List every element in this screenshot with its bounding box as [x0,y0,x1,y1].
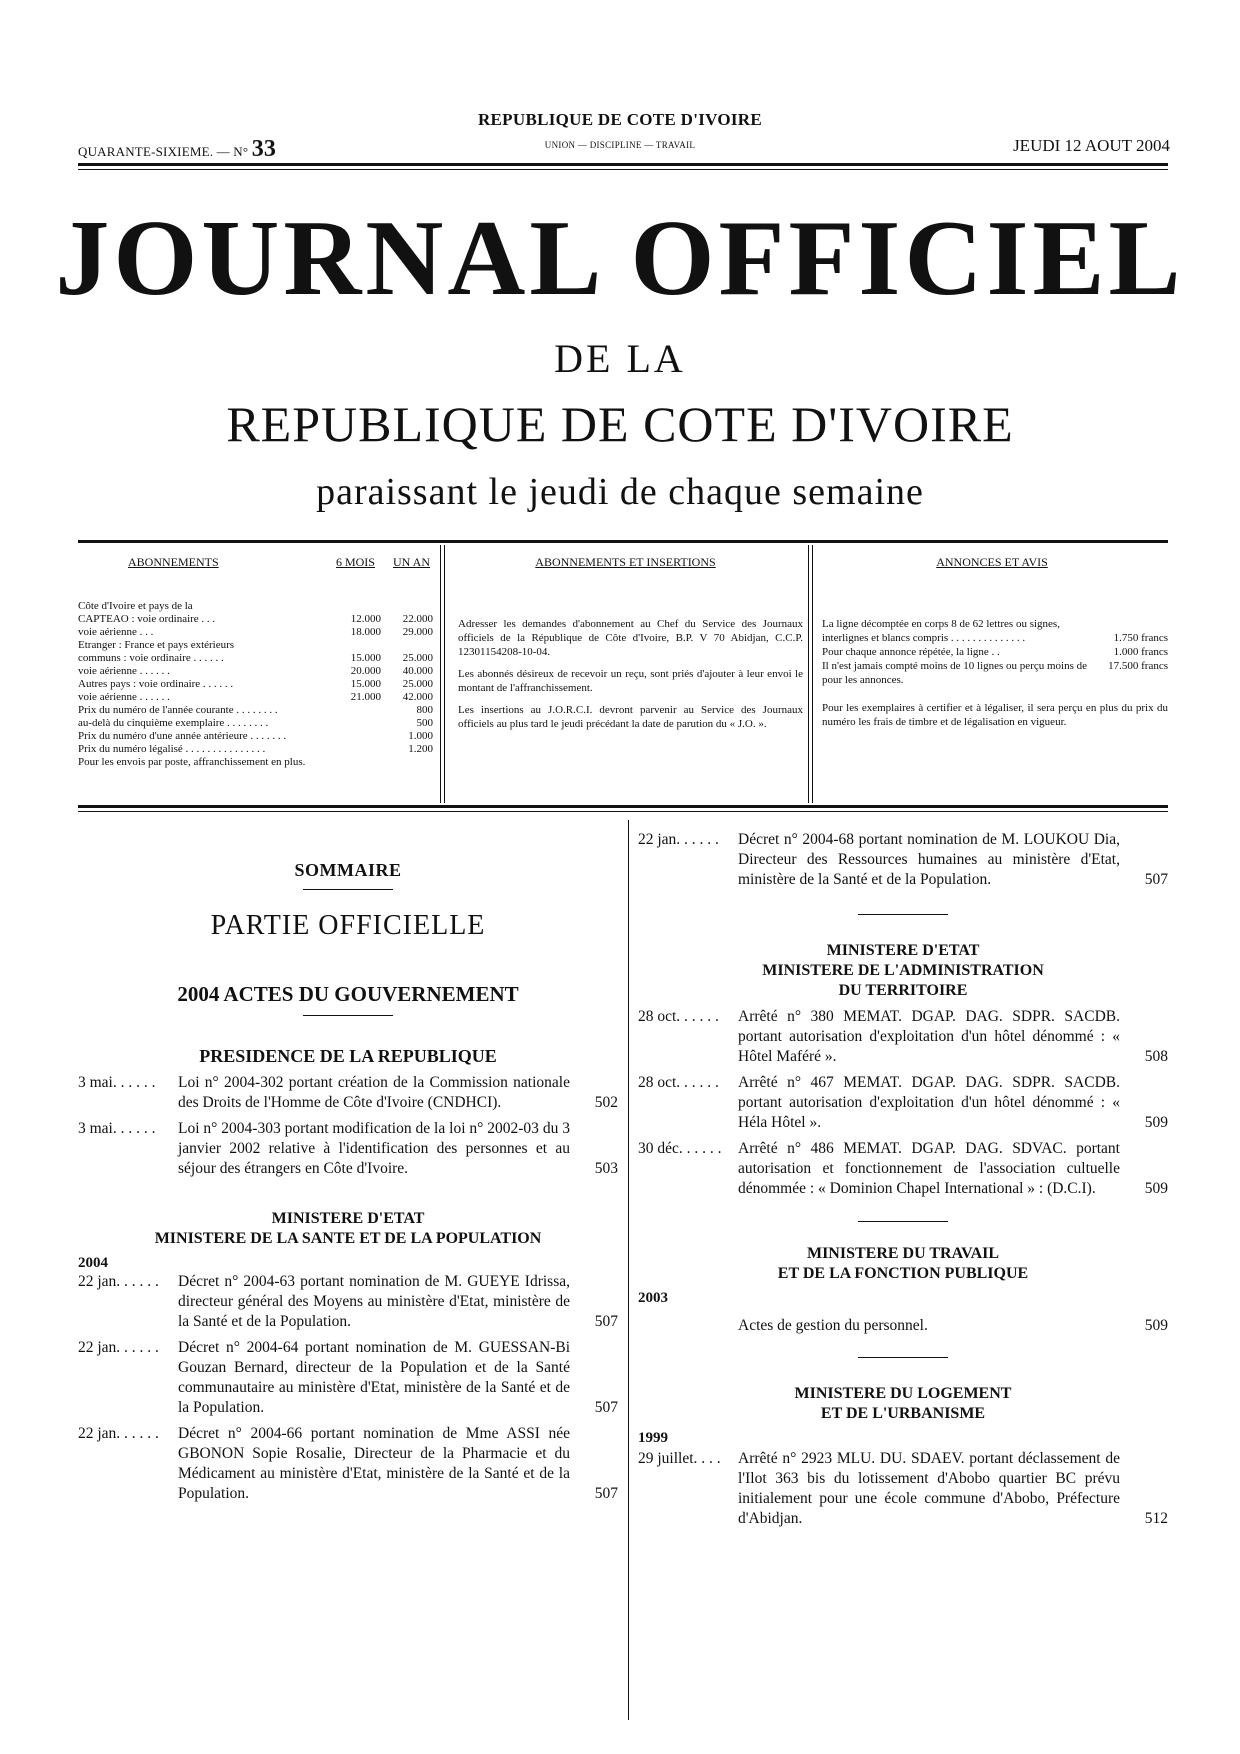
box-divider-2b [812,545,813,803]
abonnement-six-mois [329,756,381,769]
abonnement-row [78,717,433,730]
abonnement-label: communs : voie ordinaire . . . . . . [78,652,224,664]
abonnement-un-an: 40.000 [402,665,433,677]
header-rule-thin [78,169,1168,170]
abonnement-label: voie aérienne . . . . . . [78,665,170,677]
header-motto: UNION — DISCIPLINE — TRAVAIL [544,140,696,150]
insertions-deadline: Les insertions au J.O.R.C.I. devront parvenir au Service des Journaux officiels au plus tard le jeudi précédant la date de parution du « J.O. ». [458,704,803,730]
abonnement-six-mois [329,704,381,717]
abonnement-label: Pour les envois par poste, affranchissement en plus. [78,756,306,768]
section-rule [858,1221,948,1222]
ministry-heading-logement: MINISTERE DU LOGEMENT ET DE L'URBANISME [794,1385,1012,1422]
abonnement-row [78,678,433,691]
year-label: 1999 [638,1430,668,1446]
six-mois-header: 6 MOIS [335,555,375,569]
section-rule [858,1357,948,1358]
toc-entry[interactable]: 22 jan. . . . . . Décret n° 2004-66 portant nomination de Mme ASSI née GBONON Sopie Rosalie, Directeur de la Pharmacie et du Médicament au ministère d'Etat, ministère de la Santé et de la Population. 507 [78,1425,618,1502]
abonnement-row [78,743,433,756]
abonnement-un-an: 800 [416,704,433,716]
abonnement-label: Prix du numéro légalisé . . . . . . . . . . . . . . . [78,743,266,755]
abonnement-six-mois [329,600,381,613]
abonnement-label: voie aérienne . . . . . . [78,691,170,703]
abonnement-six-mois: 15.000 [350,652,381,664]
abonnement-six-mois [329,717,381,730]
column-separator [628,820,629,1720]
insertions-address: Adresser les demandes d'abonnement au Chef du Service des Journaux officiels de la République de Côte d'Ivoire, B.P. V 70 Abidjan, C.C.P. 12301154208-10-04. [458,618,803,658]
abonnements-column [78,545,438,769]
sommaire-rule [303,889,393,890]
abonnement-un-an [381,756,433,769]
box-bottom-rule-thin [78,811,1168,812]
annonces-legalisation: Pour les exemplaires à certifier et à légaliser, il sera perçu en plus du prix du numéro les frais de timbre et de légalisation en vigueur. [822,702,1168,728]
box-bottom-rule [78,805,1168,808]
abonnement-un-an: 500 [416,717,433,729]
abonnement-un-an [381,600,433,613]
toc-entry[interactable]: 28 oct. . . . . . Arrêté n° 467 MEMAT. DGAP. DAG. SDPR. SACDB. portant autorisation d'exploitation d'un hôtel dénommé : « Héla Hôtel ». 509 [638,1074,1168,1131]
abonnement-six-mois [329,639,381,652]
masthead-country: REPUBLIQUE DE COTE D'IVOIRE [226,396,1014,452]
abonnement-row [78,613,433,626]
masthead-de-la: DE LA [554,336,686,381]
toc-entry[interactable]: 30 déc. . . . . . Arrêté n° 486 MEMAT. DGAP. DAG. SDVAC. portant autorisation et fonctionnement de l'association cultuelle dénommée : « Dominion Chapel International » : (D.C.I). 509 [638,1140,1168,1197]
abonnement-row [78,756,433,769]
abonnement-label: Etranger : France et pays extérieurs [78,639,235,651]
abonnement-label: Autres pays : voie ordinaire . . . . . . [78,678,234,690]
abonnement-row [78,639,433,652]
toc-entry[interactable]: Actes de gestion du personnel. 509 [738,1317,1168,1334]
abonnements-title: ABONNEMENTS [128,555,219,569]
sommaire-section [78,830,1168,1730]
abonnement-six-mois: 18.000 [350,626,381,638]
abonnement-un-an: 25.000 [402,678,433,690]
abonnement-label: voie aérienne . . . [78,626,154,638]
abonnement-label: au-delà du cinquième exemplaire . . . . . . . . [78,717,269,729]
abonnement-label: Côte d'Ivoire et pays de la [78,600,193,612]
abonnement-un-an: 29.000 [402,626,433,638]
abonnements-table [78,600,433,769]
header-rule-thick [78,163,1168,166]
abonnement-label: Prix du numéro d'une année antérieure . . . . . . . [78,730,287,742]
box-top-rule [78,540,1168,543]
abonnement-six-mois [329,743,381,756]
box-divider-1b [444,545,445,803]
abonnement-un-an: 1.200 [408,743,433,755]
header-republic: REPUBLIQUE DE COTE D'IVOIRE [477,110,763,129]
box-divider-1 [440,545,441,803]
annonces-row-3: Il n'est jamais compté moins de 10 lignes ou perçu moins de pour les annonces. 17.500 francs [822,660,1168,686]
right-column [638,830,1168,1529]
toc-entry[interactable]: 22 jan. . . . . . Décret n° 2004-64 portant nomination de M. GUESSAN-Bi Gouzan Bernard, directeur de la Population et de la Santé communautaire au ministère d'Etat, ministère de la Santé et de la Population. 507 [78,1339,618,1416]
sommaire-title: SOMMAIRE [294,860,402,880]
insertions-column [448,545,803,731]
toc-entry[interactable]: 22 jan. . . . . . Décret n° 2004-68 portant nomination de M. LOUKOU Dia, Directeur des Ressources humaines au ministère d'Etat, ministère de la Santé et de la Population. 507 [638,831,1168,888]
toc-entry[interactable]: 28 oct. . . . . . Arrêté n° 380 MEMAT. DGAP. DAG. SDPR. SACDB. portant autorisation d'exploitation d'un hôtel dénommé : « Hôtel Maféré ». 508 [638,1008,1168,1065]
toc-entry[interactable]: 3 mai. . . . . . Loi n° 2004-303 portant modification de la loi n° 2002-03 du 3 janvier 2002 relative à l'identification des personnes et au séjour des étrangers en Côte d'Ivoire. 503 [78,1120,618,1177]
toc-entry[interactable]: 29 juillet. . . . Arrêté n° 2923 MLU. DU. SDAEV. portant déclassement de l'Ilot 363 bis du lotissement d'Abobo quartier BC prévu initialement pour une école commune d'Abobo, Préfecture d'Abidjan. 512 [638,1450,1168,1527]
insertions-title: ABONNEMENTS ET INSERTIONS [535,555,716,569]
abonnement-row [78,600,433,613]
abonnement-six-mois: 12.000 [350,613,381,625]
abonnement-six-mois [329,730,381,743]
toc-entry[interactable]: 3 mai. . . . . . Loi n° 2004-302 portant création de la Commission nationale des Droits de l'Homme de Côte d'Ivoire (CNDHCI). 502 [78,1074,618,1111]
abonnement-six-mois: 15.000 [350,678,381,690]
annonces-row-2: Pour chaque annonce répétée, la ligne . . 1.000 francs [822,646,1168,658]
annonces-title: ANNONCES ET AVIS [936,555,1048,569]
section-rule [858,914,948,915]
masthead-title: JOURNAL OFFICIEL [55,199,1185,318]
abonnement-label: Prix du numéro de l'année courante . . . . . . . . [78,704,278,716]
abonnement-row [78,665,433,678]
abonnement-un-an: 22.000 [402,613,433,625]
ministry-heading-sante: MINISTERE D'ETAT MINISTERE DE LA SANTE ET DE LA POPULATION [154,1210,542,1247]
abonnement-six-mois: 21.000 [350,691,381,703]
ministry-heading-travail: MINISTERE DU TRAVAIL ET DE LA FONCTION PUBLIQUE [777,1245,1029,1282]
masthead-frequency: paraissant le jeudi de chaque semaine [316,471,924,513]
un-an-header: UN AN [392,555,430,569]
issue-number: 33 [251,136,277,162]
abonnement-row [78,730,433,743]
abonnement-row [78,704,433,717]
box-divider-2 [808,545,809,803]
abonnement-six-mois: 20.000 [350,665,381,677]
issue-date: JEUDI 12 AOUT 2004 [1013,136,1170,155]
abonnement-row [78,652,433,665]
abonnement-un-an: 1.000 [408,730,433,742]
actes-rule [303,1015,393,1016]
abonnement-un-an: 42.000 [402,691,433,703]
annonces-column [816,545,1168,729]
toc-entry[interactable]: 22 jan. . . . . . Décret n° 2004-63 portant nomination de M. GUEYE Idrissa, directeur général des Moyens au ministère d'Etat, ministère de la Santé et de la Population. 507 [78,1273,618,1330]
abonnement-un-an [381,639,433,652]
issue-label: QUARANTE-SIXIEME. — N° [78,144,249,159]
abonnement-row [78,626,433,639]
abonnement-row [78,691,433,704]
ministry-heading-administration: MINISTERE D'ETAT MINISTERE DE L'ADMINISTRATION DU TERRITOIRE [762,942,1044,999]
abonnement-label: CAPTEAO : voie ordinaire . . . [78,613,216,625]
subscription-box [78,545,1168,805]
abonnement-un-an: 25.000 [402,652,433,664]
left-column [78,830,618,1504]
insertions-receipt: Les abonnés désireux de recevoir un reçu, sont priés d'ajouter à leur envoi le montant de l'affranchissement. [458,668,803,694]
year-label: 2004 [78,1255,108,1271]
actes-heading: 2004 ACTES DU GOUVERNEMENT [177,982,519,1006]
partie-officielle: PARTIE OFFICIELLE [210,910,486,941]
presidence-heading: PRESIDENCE DE LA REPUBLIQUE [199,1046,497,1066]
year-label: 2003 [638,1290,668,1306]
annonces-row-1: La ligne décomptée en corps 8 de 62 lettres ou signes, interlignes et blancs compris . . . . . . . . . . . . . . 1.750 francs [822,618,1168,644]
